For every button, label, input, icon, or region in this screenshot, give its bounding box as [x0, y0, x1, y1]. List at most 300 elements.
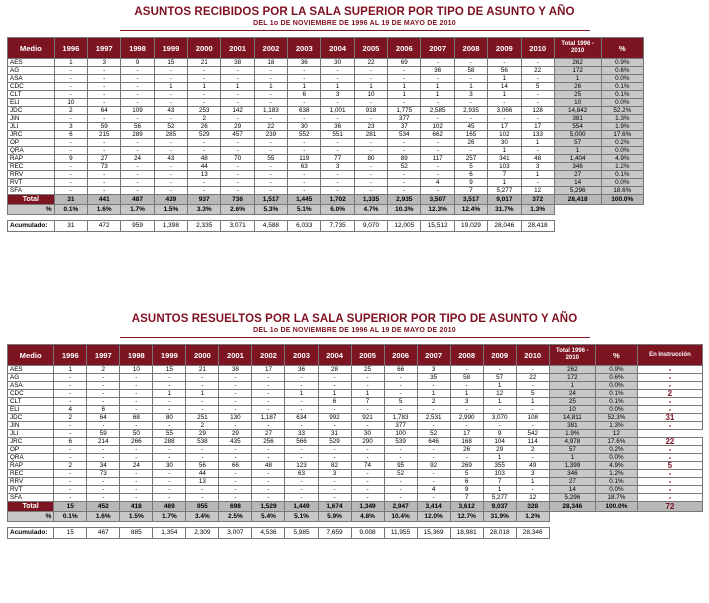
table-cell: 56 [121, 123, 154, 131]
table-cell: 74 [351, 462, 384, 470]
table-cell: 59 [87, 430, 120, 438]
table-cell: - [121, 163, 154, 171]
table-cell: 0.0% [601, 99, 643, 107]
total-cell: 1,449 [285, 502, 318, 512]
table-cell: 1 [483, 454, 516, 462]
table-row [8, 91, 644, 99]
table-cell: 22 [516, 374, 549, 382]
table-cell: 992 [318, 414, 351, 422]
table-cell: 9 [54, 155, 87, 163]
table-cell: 5 [637, 462, 702, 470]
table-cell: 114 [516, 438, 549, 446]
total-cell: 100.0% [601, 195, 643, 205]
table-cell: - [252, 406, 285, 414]
row-label: QRA [8, 454, 54, 462]
table-row [8, 179, 644, 187]
table-cell: - [221, 67, 254, 75]
table-cell: 17.6% [601, 131, 643, 139]
table-cell: - [637, 494, 702, 502]
table-cell: - [321, 179, 354, 187]
table-cell: - [637, 470, 702, 478]
column-header: 2006 [384, 345, 417, 366]
table-cell: - [154, 99, 187, 107]
table-cell: - [285, 486, 318, 494]
percent-cell: 0.1% [54, 512, 87, 522]
table-cell: - [637, 382, 702, 390]
table-cell: - [252, 454, 285, 462]
total-cell: 2,935 [388, 195, 421, 205]
table-cell: 281 [354, 131, 387, 139]
table-cell: - [516, 486, 549, 494]
table-cell: - [219, 406, 252, 414]
table-row [8, 155, 644, 163]
table-cell: - [351, 470, 384, 478]
table-cell: 3 [521, 163, 554, 171]
table-cell: 2 [186, 422, 219, 430]
table-cell: - [221, 91, 254, 99]
table-cell: - [351, 374, 384, 382]
table-cell: 172 [549, 374, 595, 382]
total-cell: 439 [154, 195, 187, 205]
table-cell: - [219, 494, 252, 502]
row-label: RVT [8, 486, 54, 494]
table-cell: - [54, 382, 87, 390]
column-header: 2005 [351, 345, 384, 366]
column-header: 2008 [450, 345, 483, 366]
accumulated-cell: 5,985 [285, 528, 318, 539]
table-cell: - [384, 478, 417, 486]
column-header: 2009 [483, 345, 516, 366]
table-row [8, 454, 703, 462]
table-row [8, 147, 644, 155]
row-label: CLT [8, 91, 55, 99]
column-header: 1999 [153, 345, 186, 366]
table-cell: 538 [186, 438, 219, 446]
table-cell: 5 [450, 470, 483, 478]
table-cell: 290 [351, 438, 384, 446]
accumulated-cell: 15 [54, 528, 87, 539]
percent-cell: 5.9% [318, 512, 351, 522]
table-cell: 52 [384, 470, 417, 478]
row-label: AES [8, 366, 54, 374]
table-cell: - [421, 171, 454, 179]
table-cell: - [421, 59, 454, 67]
row-label: JLI [8, 430, 54, 438]
accumulated-cell: 3,007 [219, 528, 252, 539]
accumulated-label: Acumulado: [8, 528, 54, 539]
table-cell: - [88, 99, 121, 107]
table-cell: - [54, 398, 87, 406]
resolved-title: ASUNTOS RESUELTOS POR LA SALA SUPERIOR POR TIPO DE ASUNTO Y AÑO [131, 313, 578, 325]
table-cell: 12 [521, 187, 554, 195]
table-cell: - [54, 147, 87, 155]
table-cell: 1 [549, 382, 595, 390]
table-cell: 0.1% [595, 390, 637, 398]
table-cell: 26 [188, 123, 221, 131]
table-cell: - [88, 171, 121, 179]
total-cell: 100.0% [595, 502, 637, 512]
table-cell: 1 [351, 390, 384, 398]
table-cell: 435 [219, 438, 252, 446]
column-header: Medio [8, 345, 54, 366]
table-cell: 4 [54, 406, 87, 414]
table-cell: - [321, 139, 354, 147]
column-header: Total 1996 - 2010 [554, 38, 601, 59]
table-cell: 168 [450, 438, 483, 446]
table-cell: 542 [516, 430, 549, 438]
total-cell: 736 [221, 195, 254, 205]
row-label: JRC [8, 131, 55, 139]
table-cell: 108 [516, 414, 549, 422]
table-cell: - [288, 75, 321, 83]
table-cell: 63 [285, 470, 318, 478]
table-cell: - [153, 486, 186, 494]
percent-cell: 1.6% [88, 205, 121, 215]
table-cell: 7 [454, 187, 487, 195]
header-row [8, 345, 703, 366]
table-cell: - [154, 139, 187, 147]
table-cell: - [354, 67, 387, 75]
table-cell: 68 [120, 414, 153, 422]
table-cell: 12 [516, 494, 549, 502]
table-cell: - [388, 99, 421, 107]
table-cell: - [450, 382, 483, 390]
table-cell: - [54, 374, 87, 382]
table-cell: 48 [521, 155, 554, 163]
table-cell: 80 [153, 414, 186, 422]
column-header: 2004 [318, 345, 351, 366]
percent-cell: 1.3% [521, 205, 554, 215]
row-label: QRA [8, 147, 55, 155]
table-cell: - [54, 171, 87, 179]
total-cell: 698 [219, 502, 252, 512]
table-cell: - [221, 75, 254, 83]
table-cell: 56 [186, 462, 219, 470]
accumulated-cell: 4,536 [252, 528, 285, 539]
accumulated-cell: 28,018 [483, 528, 516, 539]
table-cell: 45 [454, 123, 487, 131]
row-label: JIN [8, 422, 54, 430]
table-cell: - [254, 187, 287, 195]
title-rule [120, 30, 590, 31]
table-cell: 4.9% [601, 155, 643, 163]
table-cell: 38 [219, 366, 252, 374]
table-cell: 0.2% [601, 139, 643, 147]
table-cell: 5,277 [488, 187, 521, 195]
row-label: SFA [8, 494, 54, 502]
table-cell: - [384, 454, 417, 462]
table-cell: - [388, 75, 421, 83]
column-header: 2007 [421, 38, 454, 59]
table-cell: - [54, 390, 87, 398]
table-cell: 9 [450, 486, 483, 494]
table-cell: - [354, 75, 387, 83]
table-cell: 566 [285, 438, 318, 446]
table-cell: - [186, 446, 219, 454]
column-header: 2006 [388, 38, 421, 59]
table-cell: 36 [421, 67, 454, 75]
percent-cell: 2.6% [221, 205, 254, 215]
table-cell: 285 [154, 131, 187, 139]
percent-cell: 3.3% [188, 205, 221, 215]
table-cell: - [121, 75, 154, 83]
table-cell: - [417, 382, 450, 390]
table-row [8, 382, 703, 390]
table-cell: - [254, 75, 287, 83]
table-cell: 35 [417, 374, 450, 382]
total-cell: 372 [521, 195, 554, 205]
table-cell: - [88, 147, 121, 155]
percent-cell: 12.7% [450, 512, 483, 522]
table-cell: 0.6% [601, 67, 643, 75]
percent-cell: 6.0% [321, 205, 354, 215]
table-cell: 269 [450, 462, 483, 470]
table-cell: - [483, 366, 516, 374]
total-cell: 3,612 [450, 502, 483, 512]
table-cell: 128 [521, 107, 554, 115]
resolved-table [7, 344, 703, 539]
table-cell: 5 [454, 163, 487, 171]
table-cell: 3 [516, 470, 549, 478]
table-cell: 10 [54, 99, 87, 107]
row-label: AG [8, 67, 55, 75]
table-cell: 214 [87, 438, 120, 446]
table-cell: - [450, 454, 483, 462]
percent-row [8, 205, 644, 215]
table-cell: - [88, 115, 121, 123]
table-cell: 355 [483, 462, 516, 470]
column-header: Total 1996 - 2010 [549, 345, 595, 366]
column-header: % [595, 345, 637, 366]
table-row [8, 414, 703, 422]
table-cell: - [318, 422, 351, 430]
row-label: OP [8, 139, 55, 147]
table-cell: - [351, 422, 384, 430]
table-cell: - [54, 454, 87, 462]
column-header: 1998 [121, 38, 154, 59]
row-label: ELI [8, 99, 55, 107]
accumulated-cell: 9,070 [354, 221, 387, 232]
table-cell: 103 [488, 163, 521, 171]
table-cell: 918 [354, 107, 387, 115]
table-cell: 43 [154, 155, 187, 163]
table-cell: 0.0% [595, 486, 637, 494]
table-cell: 1.9% [549, 430, 595, 438]
table-cell: - [188, 139, 221, 147]
column-header: 2010 [521, 38, 554, 59]
table-row [8, 446, 703, 454]
table-cell: 10 [549, 406, 595, 414]
table-cell: - [321, 187, 354, 195]
table-cell: 26 [450, 446, 483, 454]
total-cell: 1,349 [351, 502, 384, 512]
percent-cell: 5.4% [252, 512, 285, 522]
table-cell: 12 [483, 390, 516, 398]
column-header: 1996 [54, 345, 87, 366]
table-cell: - [285, 406, 318, 414]
table-row [8, 107, 644, 115]
table-cell: 18.6% [601, 187, 643, 195]
table-row [8, 83, 644, 91]
table-cell: 1 [54, 366, 87, 374]
table-cell: 30 [351, 430, 384, 438]
table-cell: 1 [388, 83, 421, 91]
table-cell: - [120, 454, 153, 462]
table-cell: - [154, 171, 187, 179]
table-cell: 3,070 [483, 414, 516, 422]
table-cell: 30 [488, 139, 521, 147]
table-cell: 2 [87, 366, 120, 374]
table-cell: - [154, 91, 187, 99]
table-cell: - [254, 147, 287, 155]
table-cell: 66 [219, 462, 252, 470]
table-cell: 346 [549, 470, 595, 478]
table-cell: 638 [288, 107, 321, 115]
table-cell: 4.9% [595, 462, 637, 470]
table-cell: - [54, 486, 87, 494]
table-cell: - [288, 139, 321, 147]
table-cell: 288 [153, 438, 186, 446]
table-cell: - [285, 478, 318, 486]
table-cell: 457 [221, 131, 254, 139]
table-cell: - [351, 454, 384, 462]
table-cell: 7 [450, 494, 483, 502]
table-cell: 262 [554, 59, 601, 67]
table-cell: - [121, 171, 154, 179]
table-cell: - [318, 486, 351, 494]
percent-cell: 1.7% [153, 512, 186, 522]
table-cell: 1 [488, 147, 521, 155]
row-label: JIN [8, 115, 55, 123]
table-cell: - [120, 374, 153, 382]
table-cell: 1.9% [601, 123, 643, 131]
table-cell: - [321, 67, 354, 75]
table-cell: 36 [285, 366, 318, 374]
table-cell: 18 [254, 59, 287, 67]
table-cell: 17 [252, 366, 285, 374]
table-cell: - [252, 398, 285, 406]
table-cell: - [321, 99, 354, 107]
table-cell: 104 [483, 438, 516, 446]
table-cell: 52 [417, 430, 450, 438]
table-cell: 289 [121, 131, 154, 139]
table-cell: - [188, 179, 221, 187]
table-cell: - [221, 163, 254, 171]
table-cell: 21 [186, 366, 219, 374]
total-cell: 441 [88, 195, 121, 205]
column-header: % [601, 38, 643, 59]
column-header: 1997 [88, 38, 121, 59]
table-cell: 6 [87, 406, 120, 414]
table-cell: - [521, 91, 554, 99]
table-cell: 9 [483, 430, 516, 438]
row-label: JLI [8, 123, 55, 131]
table-row [8, 67, 644, 75]
table-cell: - [384, 446, 417, 454]
title-rule [120, 337, 590, 338]
table-cell: - [87, 454, 120, 462]
total-cell: 15 [54, 502, 87, 512]
table-cell: - [120, 422, 153, 430]
table-cell: - [88, 139, 121, 147]
table-cell: 15 [154, 59, 187, 67]
table-cell: 1,187 [252, 414, 285, 422]
table-cell: 102 [488, 131, 521, 139]
table-cell: - [318, 478, 351, 486]
column-header: 2002 [254, 38, 287, 59]
total-cell: 1,529 [252, 502, 285, 512]
table-row [8, 59, 644, 67]
table-row [8, 99, 644, 107]
table-cell: 29 [186, 430, 219, 438]
table-cell: - [88, 75, 121, 83]
table-cell: - [188, 75, 221, 83]
percent-row [8, 512, 703, 522]
column-header: 1999 [154, 38, 187, 59]
table-cell: - [221, 147, 254, 155]
table-cell: - [285, 374, 318, 382]
table-cell: 1 [417, 390, 450, 398]
column-header: 1996 [54, 38, 87, 59]
table-cell: 3 [417, 366, 450, 374]
table-cell: - [221, 187, 254, 195]
table-cell: 18.7% [595, 494, 637, 502]
table-cell: - [321, 75, 354, 83]
total-label: Total [8, 195, 55, 205]
table-cell: 172 [554, 67, 601, 75]
table-cell: - [521, 75, 554, 83]
table-cell: - [483, 422, 516, 430]
table-row [8, 486, 703, 494]
table-row [8, 139, 644, 147]
table-cell: - [54, 67, 87, 75]
table-cell: - [54, 139, 87, 147]
table-cell: - [54, 494, 87, 502]
table-cell: 3 [88, 59, 121, 67]
table-cell: 117 [421, 155, 454, 163]
table-cell: 251 [186, 414, 219, 422]
table-cell: 1 [254, 83, 287, 91]
table-cell: 130 [219, 414, 252, 422]
table-cell: 2,935 [454, 107, 487, 115]
table-cell: 17 [488, 123, 521, 131]
table-cell: 12 [595, 430, 637, 438]
table-cell: - [354, 139, 387, 147]
table-cell: 1.3% [601, 115, 643, 123]
table-cell: - [221, 179, 254, 187]
table-cell: - [154, 187, 187, 195]
row-label: CDC [8, 390, 54, 398]
table-cell: - [219, 390, 252, 398]
row-label: SFA [8, 187, 55, 195]
table-cell: 0.1% [601, 83, 643, 91]
table-cell: 1 [483, 382, 516, 390]
table-cell: - [87, 494, 120, 502]
table-cell: 921 [351, 414, 384, 422]
table-cell: - [221, 115, 254, 123]
table-cell: - [87, 446, 120, 454]
table-cell: - [516, 422, 549, 430]
table-cell: 7 [488, 171, 521, 179]
table-cell: 27 [554, 171, 601, 179]
table-cell: - [54, 422, 87, 430]
table-cell: - [121, 67, 154, 75]
table-cell: - [252, 494, 285, 502]
total-cell: 3,507 [421, 195, 454, 205]
table-cell: - [488, 99, 521, 107]
table-cell: 26 [454, 139, 487, 147]
percent-cell: 1.5% [154, 205, 187, 215]
